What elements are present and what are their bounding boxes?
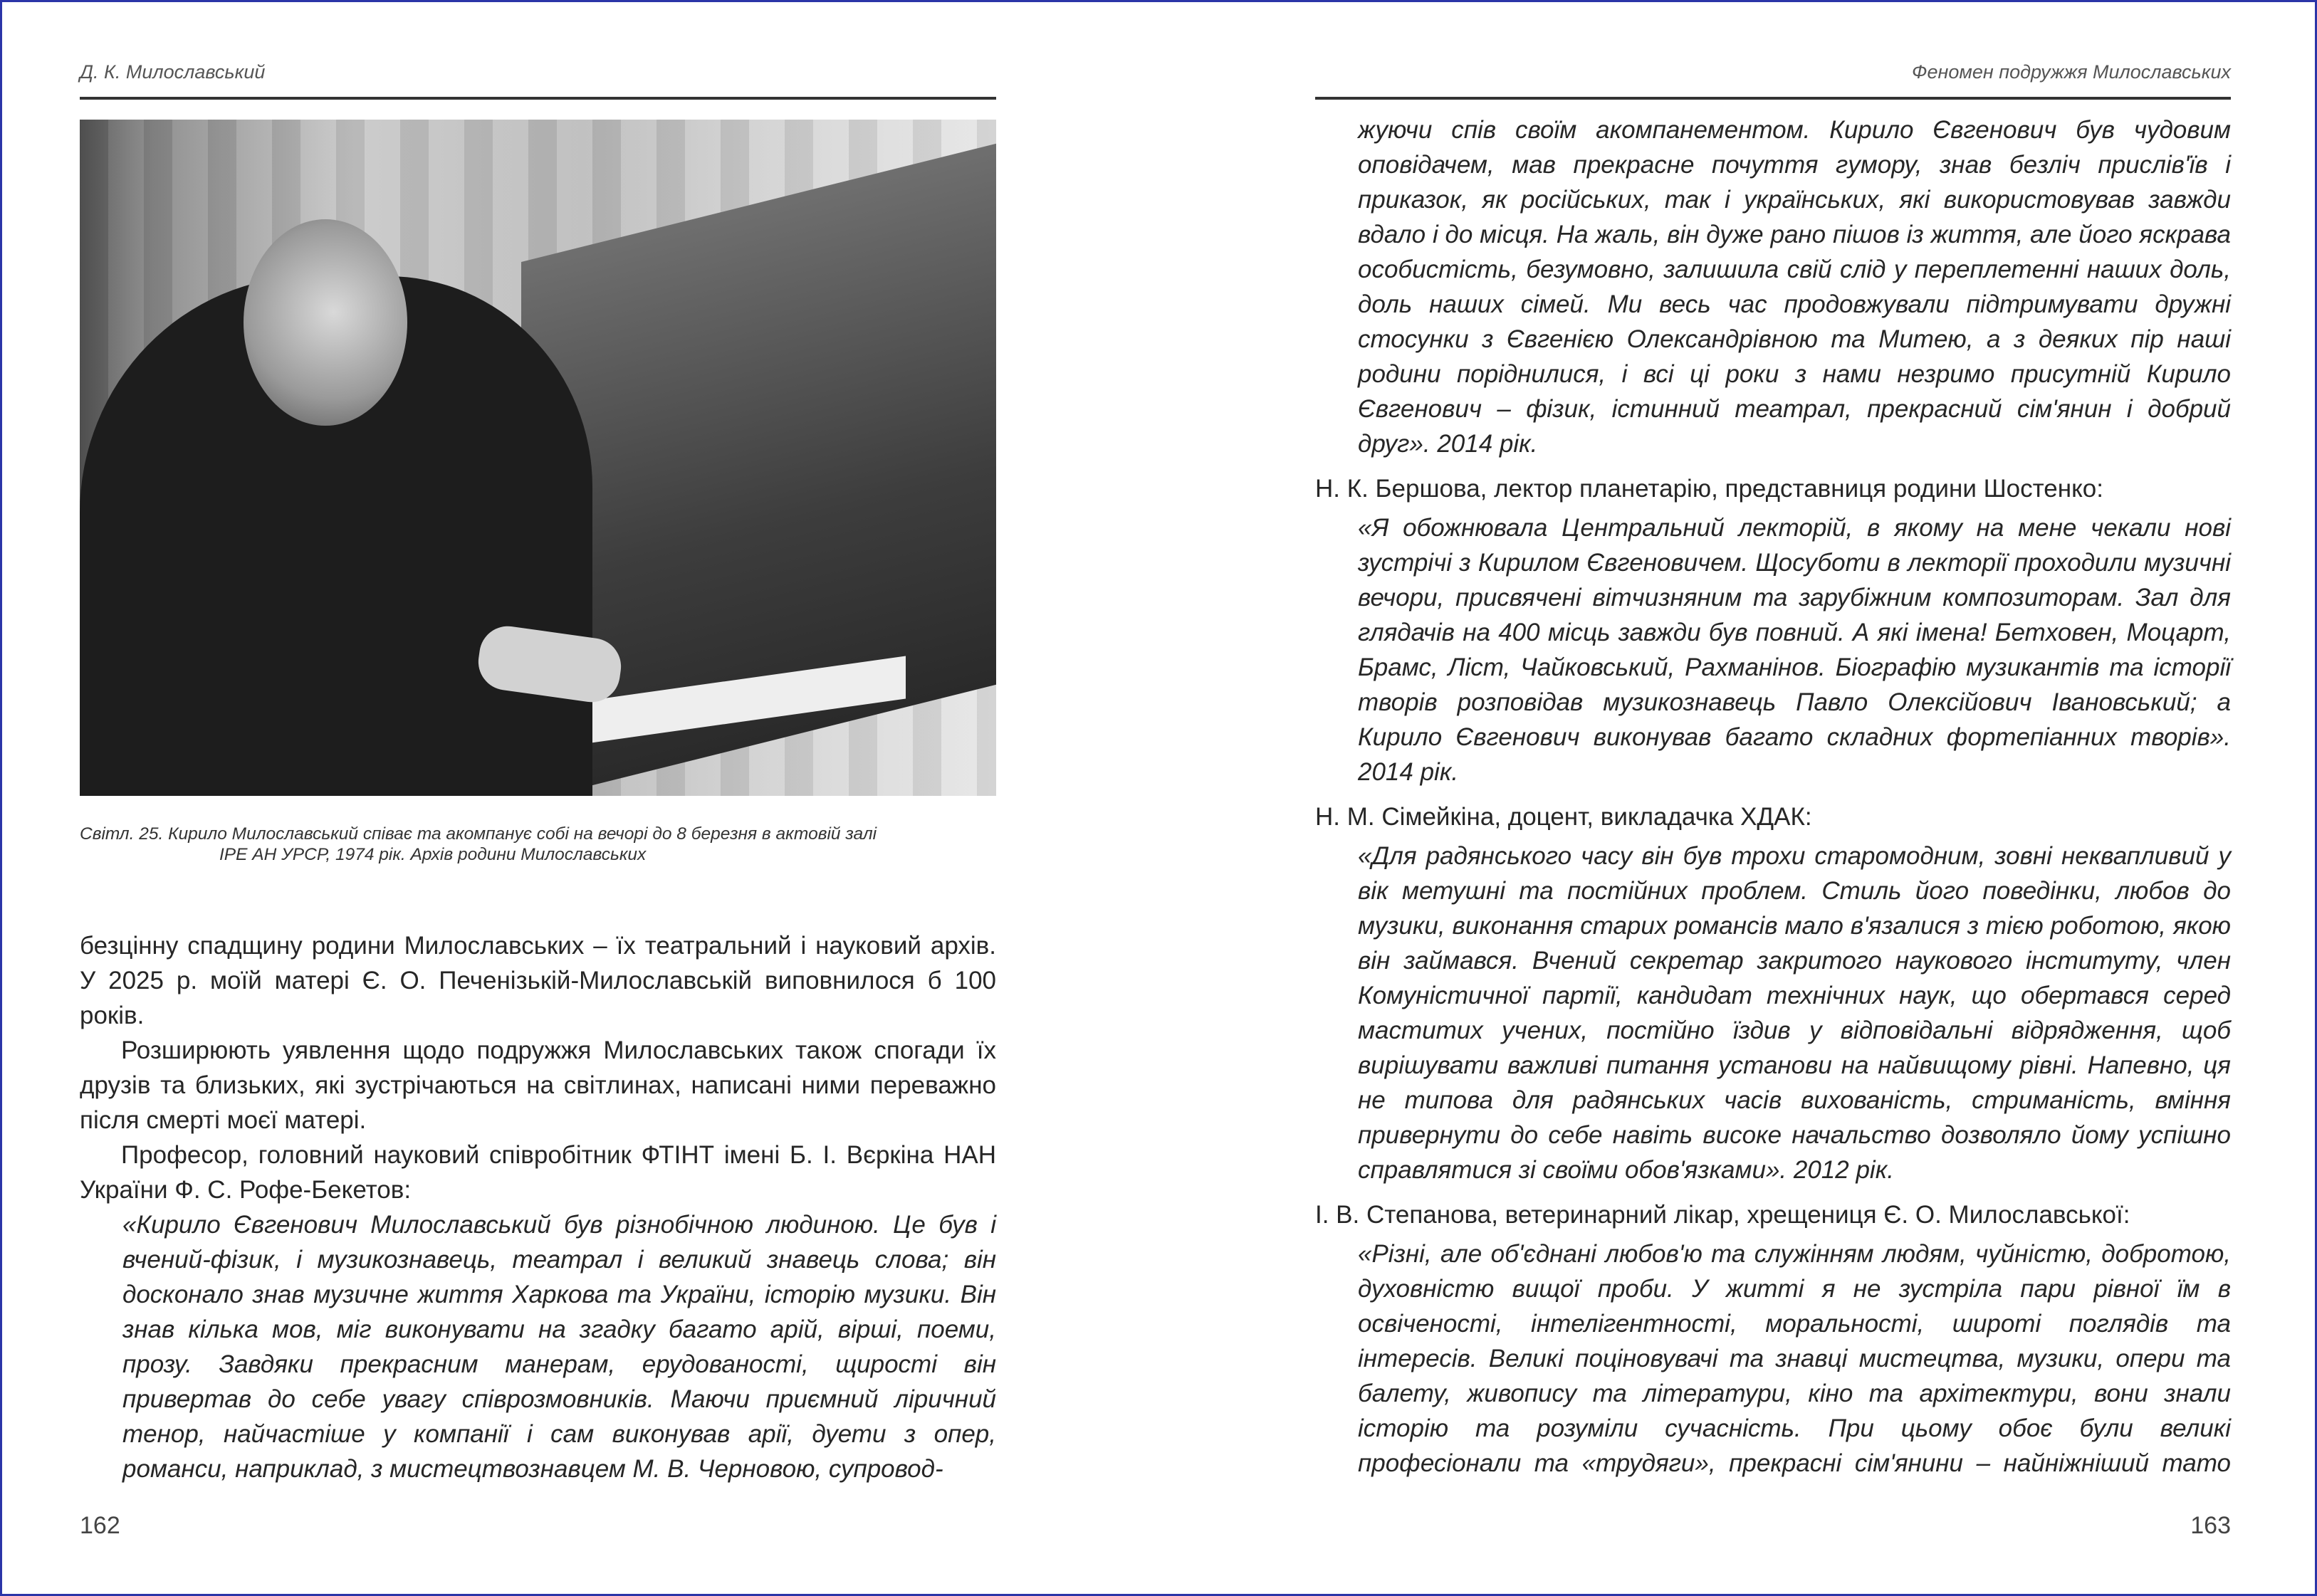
quote-simeikina: «Для радянського часу він був трохи старомодним, зовні неквапливий у вік метушні та постійних проблем. Стиль його поведінки, любов до музики, виконання старих романсів мало в'язалися з тією роботою, якою він займався. Вчений секретар закритого наукового інституту, член Комуністичної партії, кандидат технічних наук, що обертався серед маститих учених, постійно їздив у відповідальні відрядження, щоб вирішувати важливі питання установи на найвищому рівні. Напевно, ця не типова для радянських часів вихованість, стриманість, вміння привернути до себе навіть високе начальство дозволяло йому успішно справлятися зі своїми обов'язками». 2012 рік. xyxy=(1358,842,2231,1184)
caption-line-2: ІРЕ АН УРСР, 1974 рік. Архів родини Милославських xyxy=(219,845,647,864)
running-head-left: Д. К. Милославський xyxy=(80,61,266,83)
running-head-right: Феномен подружжя Милославських xyxy=(1912,61,2231,83)
attribution: Н. К. Бершова, лектор планетарію, представниця родини Шостенко: xyxy=(1315,475,2103,503)
left-page-body xyxy=(80,928,996,1486)
attribution: Н. М. Сімейкіна, доцент, викладачка ХДАК: xyxy=(1315,803,1812,831)
page-number-left: 162 xyxy=(80,1512,120,1539)
photo-pianist xyxy=(80,120,996,796)
paragraph: безцінну спадщину родини Милославських – їх театральний і науковий архів. У 2025 р. моїй матері Є. О. Печенізькій-Милославській виповнилося б 100 років. xyxy=(80,932,996,1029)
quote-continuation: жуючи спів своїм акомпанементом. Кирило Євгенович був чудовим оповідачем, мав прекрасне почуття гумору, знав безліч прислів'їв і приказок, як російських, так і українських, які використовував завжди вдало і до місця. На жаль, він дуже рано пішов із життя, але його яскрава особистість, безумовно, залишила свій слід у переплетенні наших доль, доль наших сімей. Ми весь час продовжували підтримувати дружні стосунки з Євгенією Олександрівною та Митею, а з деяких пір наші родини поріднилися, і всі ці роки з нами незримо присутній Кирило Євгенович – фізик, істинний театрал, прекрасний сім'янин і добрий друг». 2014 рік. xyxy=(1358,116,2231,458)
attribution: І. В. Степанова, ветеринарний лікар, хрещениця Є. О. Милославської: xyxy=(1315,1201,2130,1229)
caption-line-1: Світл. 25. Кирило Милославський співає та акомпанує собі на вечорі до 8 березня в актовій залі xyxy=(80,824,877,844)
quote-stepanova: «Різні, але об'єднані любов'ю та служінням людям, чуйністю, добротою, духовністю вищої проби. У житті я не зустріла пари рівної їм в освіченості, інтелігентності, моральності, широті поглядів та інтересів. Великі поціновувачі та знавці мистецтва, музики, опери та балету, живопису та літератури, кіно та архітектури, вони знали історію та розуміли сучасність. При цьому обоє були великі професіонали та «трудяги», прекрасні сім'янини – найніжніший тато xyxy=(1358,1240,2231,1477)
paragraph: Розширюють уявлення щодо подружжя Милославських також спогади їх друзів та близьких, які зустрічаються на світлинах, написані ними переважно після смерті моєї матері. xyxy=(80,1036,996,1134)
right-page-body xyxy=(1315,112,2231,1481)
photo-caption xyxy=(80,824,1005,865)
quote-bershova: «Я обожнювала Центральний лекторій, в якому на мене чекали нові зустрічі з Кирилом Євгеновичем. Щосуботи в лекторії проходили музичні вечори, присвячені вітчизняним та зарубіжним композиторам. Зал для глядачів на 400 місць завжди був повний. А які імена! Бетховен, Моцарт, Брамс, Ліст, Чайковський, Рахманінов. Біографію музикантів та історії творів розповідав музикознавець Павло Олексійович Івановський; а Кирило Євгенович виконував багато складних фортепіанних творів». 2014 рік. xyxy=(1358,514,2231,786)
header-rule-left xyxy=(80,97,996,100)
pianist-head xyxy=(244,219,407,426)
page-number-right: 163 xyxy=(2190,1512,2231,1539)
header-rule-right xyxy=(1315,97,2231,100)
quote-rofe-beketov: «Кирило Євгенович Милославський був різнобічною людиною. Це був і вчений-фізик, і музикознавець, театрал і великий знавець слова; він досконало знав музичне життя Харкова та України, історію музики. Він знав кілька мов, міг виконувати на згадку багато арій, вірші, поеми, прозу. Завдяки прекрасним манерам, ерудованості, щирості він привертав до себе увагу співрозмовників. Маючи приємний ліричний тенор, найчастіше у компанії і сам виконував арії, дуети з опер, романси, наприклад, з мистецтвознавцем М. В. Черновою, супровод- xyxy=(122,1211,996,1483)
paragraph: Професор, головний науковий співробітник ФТІНТ імені Б. І. Вєркіна НАН України Ф. С. Рофе-Бекетов: xyxy=(80,1141,996,1204)
